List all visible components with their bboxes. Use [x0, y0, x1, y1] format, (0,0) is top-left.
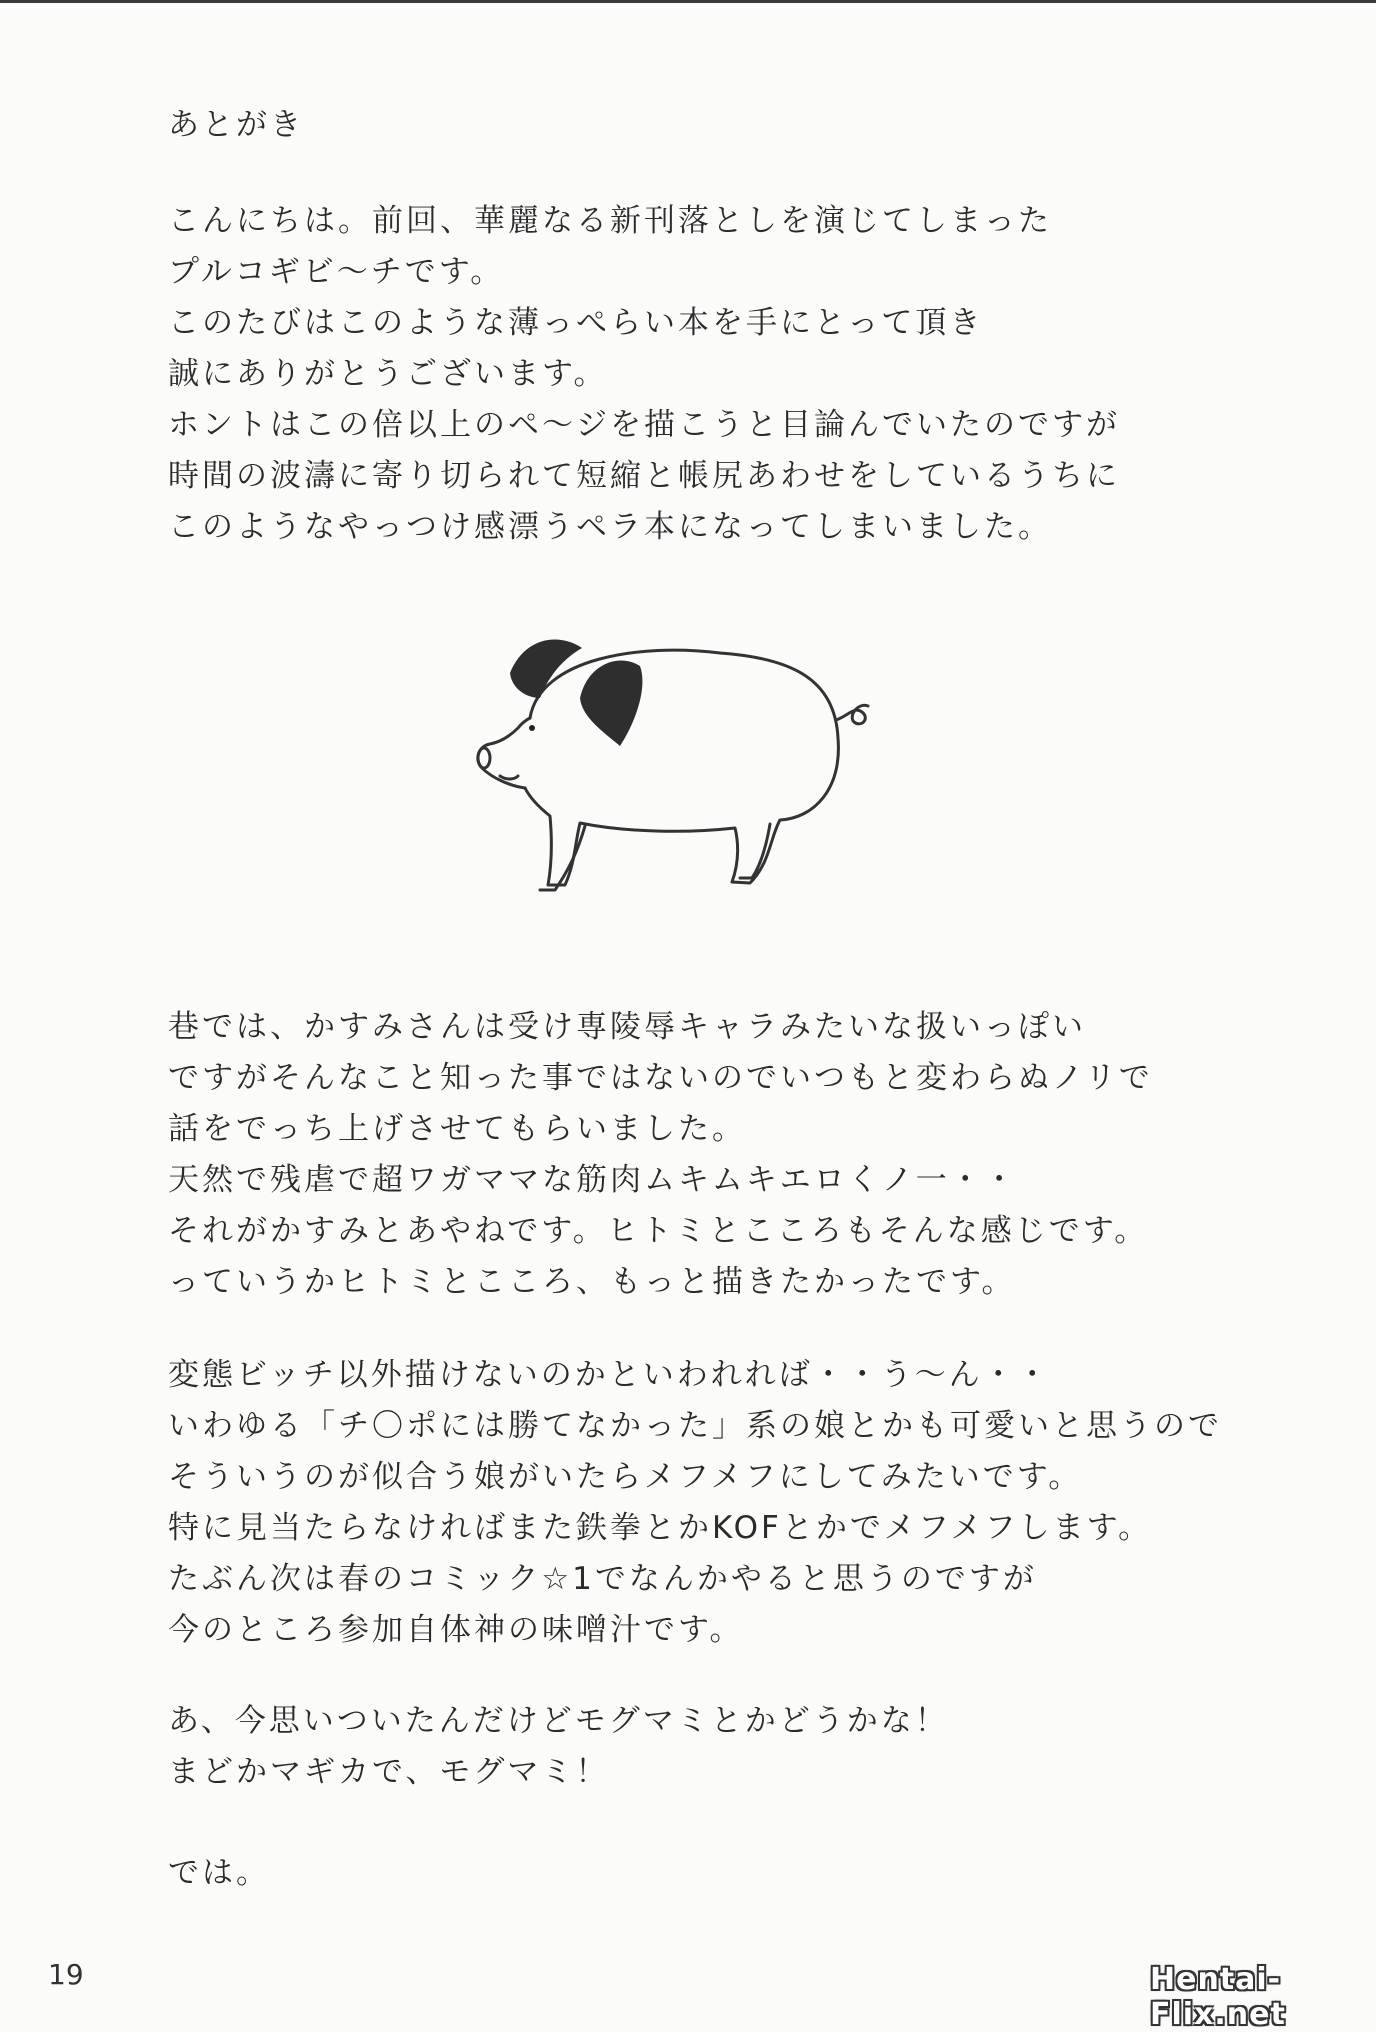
text-line: 天然で残虐で超ワガママな筋肉ムキムキエロくノ一・・ — [168, 1162, 1018, 1198]
paragraph-2 — [168, 1002, 1153, 1308]
text-line: 特に見当たらなければまた鉄拳とかKOFとかでメフメフします。 — [168, 1510, 1153, 1546]
text-line: ですがそんなこと知った事ではないのでいつもと変わらぬノリで — [168, 1060, 1153, 1096]
text-line: 巷では、かすみさんは受け専陵辱キャラみたいな扱いっぽい — [168, 1009, 1086, 1045]
text-line: プルコギビ〜チです。 — [168, 254, 505, 290]
paragraph-4 — [168, 1696, 949, 1798]
text-line: このようなやっつけ感漂うペラ本になってしまいました。 — [168, 509, 1052, 545]
text-line: っていうかヒトミとこころ、もっと描きたかったです。 — [168, 1264, 1016, 1300]
top-border — [0, 0, 1376, 3]
text-line: こんにちは。前回、華麗なる新刊落としを演じてしまった — [168, 203, 1052, 239]
text-line: 時間の波濤に寄り切られて短縮と帳尻あわせをしているうちに — [168, 458, 1120, 494]
text-line: あ、今思いついたんだけどモグマミとかどうかな！ — [168, 1703, 949, 1739]
text-line: まどかマギカで、モグマミ！ — [168, 1754, 610, 1790]
closing-remark — [168, 1848, 270, 1899]
text-line: 変態ビッチ以外描けないのかといわれれば・・う〜ん・・ — [168, 1357, 1051, 1393]
text-line: 話をでっち上げさせてもらいました。 — [168, 1111, 746, 1147]
text-line: いわゆる「チ〇ポには勝てなかった」系の娘とかも可愛いと思うので — [168, 1408, 1222, 1444]
text-line: このたびはこのような薄っぺらい本を手にとって頂き — [168, 305, 984, 341]
heading-text: あとがき — [168, 107, 304, 143]
text-line: 誠にありがとうございます。 — [168, 356, 608, 392]
text-line: 今のところ参加自体神の味噌汁です。 — [168, 1612, 744, 1648]
closing-text: では。 — [168, 1855, 270, 1891]
watermark: Hentai-Flix.net — [1150, 1962, 1286, 2032]
pig-illustration — [470, 628, 940, 908]
text-line: そういうのが似合う娘がいたらメフメフにしてみたいです。 — [168, 1459, 1083, 1495]
paragraph-1 — [168, 196, 1120, 553]
text-line: たぶん次は春のコミック☆1でなんかやると思うのですが — [168, 1561, 1037, 1597]
page-heading — [168, 100, 304, 151]
page-number: 19 — [48, 1958, 84, 1991]
text-line: それがかすみとあやねです。ヒトミとこころもそんな感じです。 — [168, 1213, 1149, 1249]
text-line: ホントはこの倍以上のペ〜ジを描こうと目論んでいたのですが — [168, 407, 1120, 443]
paragraph-3 — [168, 1350, 1222, 1656]
